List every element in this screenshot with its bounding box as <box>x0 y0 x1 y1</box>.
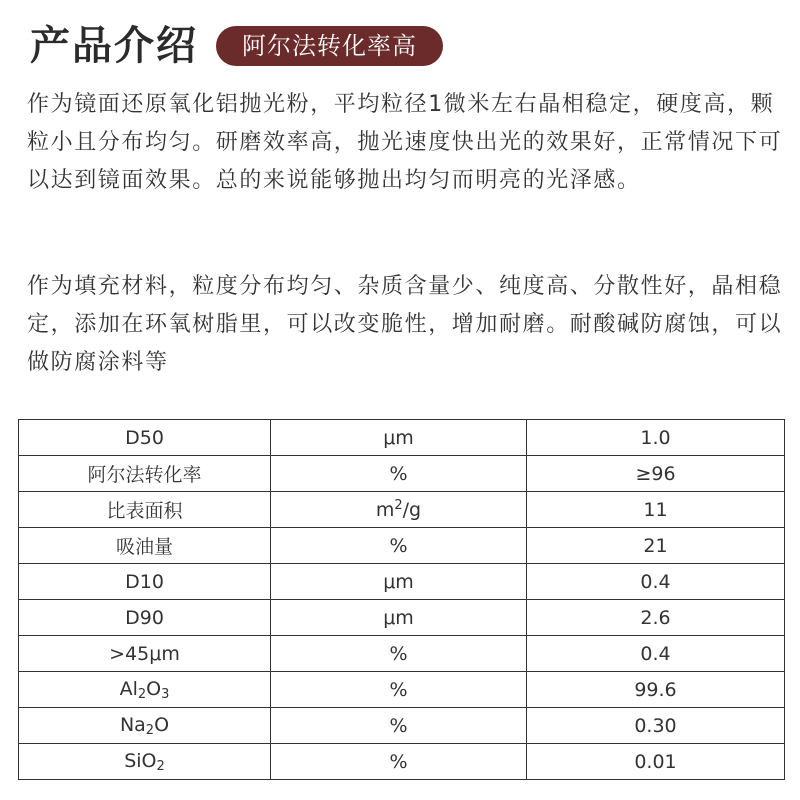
table-row <box>19 636 785 672</box>
feature-badge: 阿尔法转化率高 <box>216 26 443 66</box>
unit-base: m <box>375 499 395 521</box>
spec-item: 阿尔法转化率 <box>19 456 271 492</box>
spec-table <box>18 419 785 780</box>
spec-item <box>19 744 271 780</box>
spec-unit: μm <box>271 420 527 456</box>
formula-subscript: 2 <box>137 686 147 702</box>
spec-unit: % <box>271 636 527 672</box>
formula-part: SiO <box>124 749 157 772</box>
spec-unit: % <box>271 456 527 492</box>
spec-unit: μm <box>271 600 527 636</box>
spec-unit: μm <box>271 564 527 600</box>
table-row <box>19 564 785 600</box>
table-row <box>19 708 785 744</box>
table-row <box>19 672 785 708</box>
spec-item <box>19 708 271 744</box>
intro-paragraph-polishing: 作为镜面还原氧化铝抛光粉，平均粒径1微米左右晶相稳定，硬度高，颗粒小且分布均匀。研磨效率高，抛光速度快出光的效果好，正常情况下可以达到镜面效果。总的来说能够抛出均匀而明亮的光泽感。 <box>27 92 783 193</box>
formula-subscript: 2 <box>145 722 155 738</box>
intro-paragraph-filler: 作为填充材料，粒度分布均匀、杂质含量少、纯度高、分散性好，晶相稳定，添加在环氧树脂里，可以改变脆性，增加耐磨。耐酸碱防腐蚀，可以做防腐涂料等 <box>27 274 783 375</box>
spec-value: 21 <box>527 528 785 564</box>
formula-subscript: 3 <box>161 686 170 702</box>
unit-rest: /g <box>402 499 422 521</box>
table-row <box>19 420 785 456</box>
spec-item: >45μm <box>19 636 271 672</box>
spec-value: 0.01 <box>527 744 785 780</box>
formula-subscript: 2 <box>156 758 165 774</box>
spec-value: ≥96 <box>527 456 785 492</box>
spec-item: 吸油量 <box>19 528 271 564</box>
unit-superscript: 2 <box>394 498 403 513</box>
spec-value: 2.6 <box>527 600 785 636</box>
spec-unit: % <box>271 708 527 744</box>
spec-value: 99.6 <box>527 672 785 708</box>
spec-item: D90 <box>19 600 271 636</box>
spec-value: 0.4 <box>527 564 785 600</box>
spec-item <box>19 672 271 708</box>
formula-part: O <box>154 713 170 736</box>
spec-unit: % <box>271 672 527 708</box>
spec-unit <box>271 492 527 528</box>
formula-part: Al <box>119 677 138 700</box>
spec-unit: % <box>271 528 527 564</box>
formula-part: Na <box>119 713 146 736</box>
table-row <box>19 528 785 564</box>
spec-value: 1.0 <box>527 420 785 456</box>
table-row <box>19 744 785 780</box>
header <box>30 16 443 76</box>
spec-item: 比表面积 <box>19 492 271 528</box>
spec-item: D10 <box>19 564 271 600</box>
page-title: 产品介绍 <box>30 23 198 69</box>
spec-value: 0.30 <box>527 708 785 744</box>
spec-value: 11 <box>527 492 785 528</box>
table-row <box>19 600 785 636</box>
spec-unit: % <box>271 744 527 780</box>
spec-item: D50 <box>19 420 271 456</box>
spec-value: 0.4 <box>527 636 785 672</box>
table-row <box>19 456 785 492</box>
formula-part: O <box>146 677 162 700</box>
table-row <box>19 492 785 528</box>
